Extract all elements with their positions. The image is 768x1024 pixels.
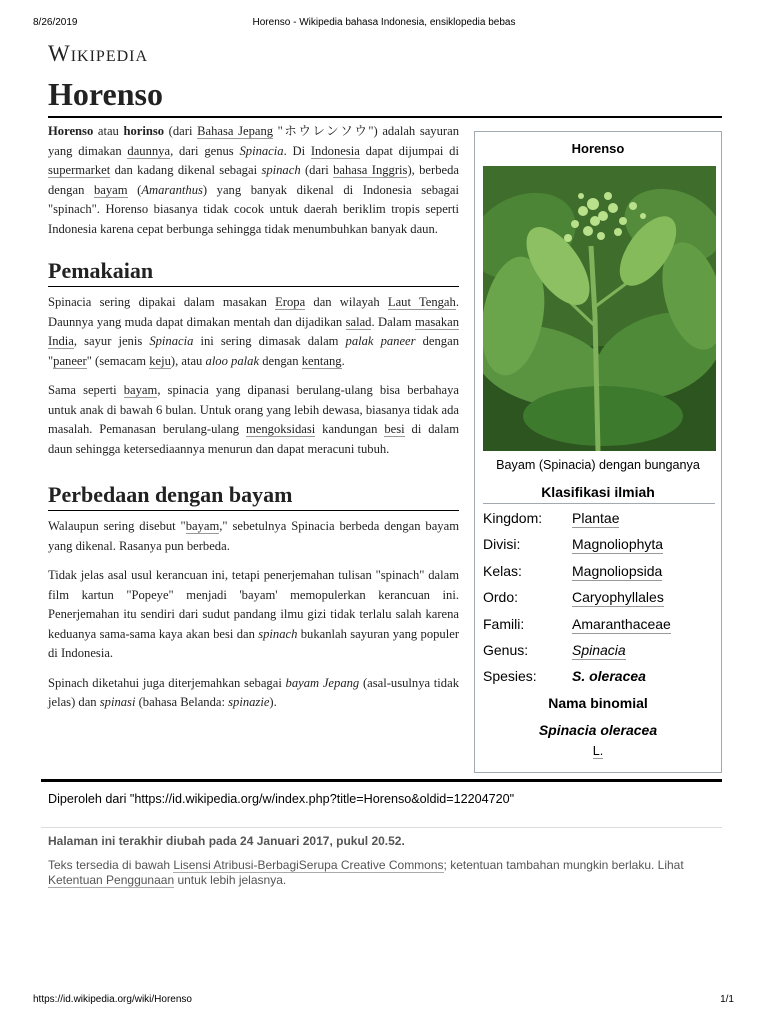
link-besi[interactable]: besi — [384, 422, 405, 436]
text: dan wilayah — [305, 295, 388, 309]
link-bahasa-jepang[interactable]: Bahasa Jepang — [197, 124, 274, 138]
footer-divider — [41, 827, 722, 828]
link-salad[interactable]: salad — [345, 314, 372, 329]
text: ). — [269, 695, 277, 709]
binomial-heading: Nama binomial — [548, 695, 648, 711]
text: Tidak jelas asal usul kerancuan ini, tetapi penerjemahan tulisan "spinach" dalam film kartun "Popeye" menjadi 'bayam' memopulerkan kerancuan ini. Penerjemahan itu sendiri dari sudut pandang ilmu gizi tidak terlalu salah karena keduanya sama-sama kaya akan besi dan — [48, 568, 459, 641]
license-text — [48, 858, 728, 888]
link-paneer[interactable]: paneer — [53, 353, 87, 368]
wikipedia-wordmark[interactable]: Wikipedia — [48, 41, 149, 66]
perbedaan-paragraph-2 — [48, 566, 459, 664]
text: . Daunnya yang muda dapat dimakan mentah dan dijadikan — [48, 295, 459, 329]
perbedaan-paragraph-1 — [48, 517, 459, 556]
print-date: 8/26/2019 — [33, 17, 78, 28]
retrieved-url-link[interactable]: https://id.wikipedia.org/w/index.php?title=Horenso&oldid=12204720 — [134, 792, 510, 806]
text: (dari — [300, 163, 334, 177]
spinach-plant-icon — [483, 166, 716, 451]
infobox-caption: Bayam (Spinacia) dengan bunganya — [496, 458, 700, 472]
link-keju[interactable]: keju — [149, 353, 171, 368]
text: Teks tersedia di bawah — [48, 858, 174, 872]
italic-term: spinach — [261, 163, 301, 177]
taxon-row-famili — [483, 616, 715, 640]
link-masakan-india[interactable]: masakan India — [48, 314, 459, 348]
taxon-link-kelas[interactable]: Magnoliopsida — [572, 563, 663, 579]
taxon-key: Ordo: — [483, 589, 519, 605]
license-link[interactable]: Lisensi Atribusi-BerbagiSerupa Creative Commons — [173, 858, 444, 872]
link-bayam[interactable]: bayam — [185, 519, 220, 533]
text: ini sering dimasak dalam — [193, 334, 346, 348]
pemakaian-paragraph-2 — [48, 381, 459, 459]
retrieved-from — [48, 792, 514, 806]
italic-term: spinach — [258, 626, 298, 641]
text: (asal-usulnya tidak jelas) dan — [48, 675, 459, 709]
taxon-row-divisi — [483, 536, 715, 560]
bold-term: horinso — [123, 124, 165, 138]
print-title: Horenso - Wikipedia bahasa Indonesia, ensiklopedia bebas — [252, 17, 516, 28]
text: dengan " — [48, 334, 459, 368]
italic-term: bayam Jepang — [285, 675, 360, 690]
italic-term: Spinacia — [239, 143, 284, 158]
text: Sama seperti — [48, 383, 124, 397]
text: . — [341, 353, 345, 368]
text: , dari genus — [170, 143, 240, 158]
text: . Dalam — [371, 314, 415, 329]
bold-term: Horenso — [48, 124, 94, 138]
taxon-row-kelas — [483, 563, 715, 587]
print-footer — [0, 994, 768, 1008]
taxon-key: Kingdom: — [483, 510, 543, 526]
text: "ホウレンソウ") adalah sayuran yang dimakan — [48, 124, 459, 158]
text: atau — [93, 124, 124, 138]
text: ( — [127, 182, 142, 197]
text: kandungan — [315, 422, 385, 436]
text: " — [509, 792, 515, 806]
text: . Di — [283, 143, 311, 158]
text: " (semacam — [86, 353, 150, 368]
article-body — [48, 122, 459, 723]
text: Spinacia sering dipakai dalam masakan — [48, 295, 276, 309]
link-indonesia[interactable]: Indonesia — [310, 143, 360, 158]
perbedaan-paragraph-3 — [48, 674, 459, 713]
authority-link[interactable]: L. — [592, 744, 604, 758]
last-modified: Halaman ini terakhir diubah pada 24 Januari 2017, pukul 20.52. — [48, 834, 405, 848]
taxon-key: Famili: — [483, 616, 525, 632]
taxon-row-spesies — [483, 668, 715, 692]
page-title: Horenso — [48, 74, 722, 118]
print-url: https://id.wikipedia.org/wiki/Horenso — [33, 994, 192, 1005]
taxon-key: Kelas: — [483, 563, 522, 579]
italic-term: aloo palak — [205, 353, 260, 368]
text: (dari — [164, 124, 198, 138]
taxon-key: Genus: — [483, 642, 529, 658]
taxon-species: S. oleracea — [572, 668, 646, 684]
text: (bahasa Belanda: — [135, 695, 229, 709]
intro-paragraph — [48, 122, 459, 239]
link-kentang[interactable]: kentang — [301, 353, 342, 368]
taxon-key: Divisi: — [483, 536, 521, 552]
infobox — [474, 131, 722, 773]
text: Walaupun sering disebut " — [48, 519, 186, 533]
link-eropa[interactable]: Eropa — [275, 295, 306, 309]
text: dengan — [259, 353, 302, 368]
text: di dalam daun sehingga ketersediaannya menurun dan dapat meracuni tubuh. — [48, 422, 459, 456]
taxon-row-kingdom — [483, 510, 715, 534]
text: ," sebetulnya Spinacia berbeda dengan bayam yang dikenal. Rasanya pun berbeda. — [48, 519, 459, 553]
text: ), berbeda dengan — [48, 163, 459, 197]
link-bahasa-inggris[interactable]: bahasa Inggris — [333, 163, 408, 177]
link-daun[interactable]: daunnya — [127, 143, 171, 158]
taxon-link-kingdom[interactable]: Plantae — [572, 510, 620, 526]
heading-pemakaian: Pemakaian — [48, 257, 459, 287]
taxon-link-divisi[interactable]: Magnoliophyta — [572, 536, 664, 552]
text: dan kadang dikenal sebagai — [110, 163, 262, 177]
content-bottom-rule — [41, 779, 722, 782]
italic-term: palak paneer — [345, 334, 416, 348]
link-supermarket[interactable]: supermarket — [48, 163, 111, 177]
taxon-row-genus — [483, 642, 715, 666]
infobox-divider — [483, 503, 715, 504]
text: bukanlah sayuran yang populer di Indonesia. — [48, 626, 460, 660]
link-oksidasi[interactable]: mengoksidasi — [246, 422, 316, 436]
text: , sayur jenis — [73, 334, 150, 348]
italic-term: spinasi — [99, 695, 136, 709]
taxon-link-ordo[interactable]: Caryophyllales — [572, 589, 664, 605]
binomial-authority — [475, 744, 721, 758]
italic-term: Amaranthus — [141, 182, 203, 197]
text: , spinacia yang dipanasi berulang-ulang bisa berbahaya untuk anak di bawah 6 bulan. Untuk orang yang lebih dewasa, biasanya tidak ada masalah. Pemanasan berulang-ulang — [48, 383, 459, 436]
taxon-row-ordo — [483, 589, 715, 613]
text: ; ketentuan tambahan mungkin berlaku. Lihat — [443, 858, 684, 872]
infobox-title: Horenso — [571, 141, 625, 156]
taxon-link-famili[interactable]: Amaranthaceae — [572, 616, 671, 632]
italic-term: spinazie — [228, 695, 270, 709]
pemakaian-paragraph-1 — [48, 293, 459, 371]
classification-heading: Klasifikasi ilmiah — [541, 484, 655, 500]
text: Diperoleh dari " — [48, 792, 135, 806]
heading-perbedaan: Perbedaan dengan bayam — [48, 481, 459, 511]
text: untuk lebih jelasnya. — [174, 873, 287, 887]
text: Spinach diketahui juga diterjemahkan sebagai — [48, 675, 286, 690]
taxon-link-genus[interactable]: Spinacia — [572, 642, 626, 658]
terms-link[interactable]: Ketentuan Penggunaan — [48, 873, 175, 887]
print-page-number: 1/1 — [720, 994, 734, 1005]
spinach-plant-image[interactable] — [483, 166, 716, 451]
text: ), atau — [170, 353, 206, 368]
binomial-name: Spinacia oleracea — [538, 722, 658, 738]
link-laut-tengah[interactable]: Laut Tengah — [387, 295, 456, 309]
taxon-key: Spesies: — [483, 668, 537, 684]
text: ) yang banyak dikenal di Indonesia sebagai "spinach". Horenso biasanya tidak cocok untuk daerah beriklim tropis seperti Indonesia karena cepat berbunga sehingga tidak menumbuhkan banyak daun. — [48, 182, 459, 236]
text: dapat dijumpai di — [359, 143, 459, 158]
link-bayam[interactable]: bayam — [93, 182, 128, 197]
italic-term: Spinacia — [149, 334, 194, 348]
link-bayam[interactable]: bayam — [123, 383, 158, 397]
print-header — [0, 17, 768, 31]
